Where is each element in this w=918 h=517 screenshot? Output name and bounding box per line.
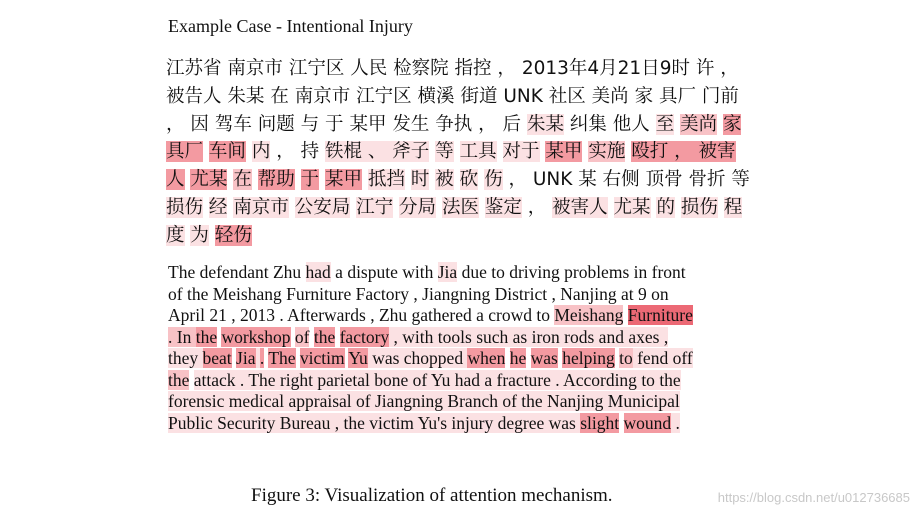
zh-token: UNK	[503, 85, 543, 107]
en-token: fend off	[632, 348, 693, 368]
zh-token: 江宁	[356, 196, 394, 218]
en-token: a dispute with	[330, 262, 438, 282]
zh-token: 、	[362, 141, 393, 163]
zh-token: 对于	[502, 141, 540, 163]
en-token: as	[508, 326, 532, 347]
zh-token: 江苏省	[166, 58, 222, 79]
zh-token: 后	[502, 113, 522, 135]
en-line	[168, 391, 758, 413]
zh-token: ，	[714, 58, 739, 79]
en-token: the	[654, 369, 681, 390]
en-token: he	[509, 348, 527, 368]
zh-token: 争执	[435, 113, 473, 135]
en-token: Public Security Bureau , the victim Yu's injury degree was	[168, 412, 581, 433]
zh-token: 斧子	[392, 141, 430, 163]
zh-token: 朱某	[227, 85, 265, 107]
en-token: . In	[168, 326, 196, 347]
en-token: Jia	[236, 348, 256, 368]
zh-token: 美尚	[680, 113, 718, 135]
en-token: the	[195, 326, 218, 347]
en-token: . The right parietal bone of Yu had a fracture . According	[235, 369, 642, 390]
en-token: due to driving problems in front	[457, 262, 686, 282]
zh-token: 损伤	[680, 196, 718, 218]
zh-token: 某甲	[349, 113, 387, 135]
zh-token	[479, 197, 485, 218]
zh-token: 程	[723, 196, 743, 218]
zh-token: ，	[491, 58, 522, 79]
en-token: Furniture	[627, 305, 693, 325]
zh-token	[718, 197, 724, 218]
zh-token: 抵挡	[367, 169, 405, 191]
en-line	[168, 284, 758, 306]
en-token: and	[594, 326, 629, 347]
en-token: factory	[339, 326, 390, 347]
zh-token: 时	[410, 169, 430, 191]
zh-token: 顶骨	[645, 169, 683, 191]
zh-token: 被	[435, 169, 454, 191]
en-token: axes	[628, 326, 660, 347]
en-token: Jia	[437, 262, 458, 282]
zh-token: 驾车	[214, 113, 252, 135]
zh-token: 具厂	[658, 85, 696, 107]
zh-token: 殴打	[631, 141, 669, 163]
zh-token: 持	[300, 141, 320, 163]
zh-token: 南京市	[233, 196, 289, 218]
zh-token: 帮助	[257, 169, 295, 191]
en-token	[335, 327, 339, 347]
figure-caption: Figure 3: Visualization of attention mechanism.	[251, 485, 613, 506]
en-token: to	[641, 369, 655, 390]
zh-token: 工具	[459, 141, 497, 163]
zh-token: 南京市	[227, 58, 283, 79]
zh-token	[252, 169, 258, 190]
en-line	[168, 348, 758, 370]
zh-token: 江宁区	[288, 58, 345, 79]
zh-token: 问题	[257, 113, 295, 135]
en-token: was	[530, 348, 558, 368]
en-token: the Nanjing Municipal	[516, 391, 680, 411]
zh-token	[675, 197, 681, 218]
zh-token: 许	[695, 58, 715, 79]
zh-token: 尤某	[613, 196, 651, 218]
zh-token: ，	[472, 113, 503, 135]
en-token: , with tools	[389, 326, 477, 347]
zh-line	[166, 195, 756, 221]
zh-token: 朱某	[526, 113, 564, 135]
en-line	[168, 370, 758, 392]
english-attention-text	[168, 262, 758, 434]
en-token: such	[476, 326, 509, 347]
zh-token	[608, 197, 614, 218]
case-title: Example Case - Intentional Injury	[168, 16, 413, 36]
en-token: the	[168, 369, 190, 390]
zh-token: 与	[300, 113, 320, 135]
zh-token: ，	[502, 169, 533, 191]
en-token: workshop	[221, 326, 291, 347]
zh-token: 车间	[208, 141, 246, 163]
zh-token: 纠集	[569, 113, 607, 135]
en-token: had	[305, 262, 331, 282]
zh-token: 经	[208, 196, 228, 218]
zh-line	[166, 167, 756, 193]
zh-token: ，	[270, 141, 301, 163]
en-token: The defendant Zhu	[168, 262, 306, 282]
zh-token: 南京市	[294, 85, 351, 107]
zh-line	[166, 112, 756, 138]
zh-token: 被告人	[166, 85, 222, 107]
zh-token: 某甲	[325, 169, 363, 191]
zh-token	[650, 114, 656, 135]
chinese-attention-text	[166, 56, 756, 251]
zh-token	[295, 169, 301, 190]
zh-token: 在	[270, 85, 289, 107]
en-token	[526, 348, 530, 368]
zh-token: 他人	[612, 113, 650, 135]
zh-token: 被害	[698, 141, 736, 163]
zh-token: 于	[325, 113, 344, 135]
zh-token: 某	[578, 169, 597, 191]
zh-token	[405, 169, 411, 190]
en-token: victim	[299, 348, 345, 368]
zh-token: 砍	[459, 169, 479, 191]
zh-token: 江宁区	[356, 85, 412, 107]
zh-token: 具厂	[166, 141, 204, 163]
zh-token	[209, 225, 215, 246]
en-token: of	[294, 326, 310, 347]
zh-line	[166, 223, 756, 249]
zh-token: 社区	[548, 85, 586, 107]
zh-token: 内	[251, 141, 271, 163]
zh-token: 美尚	[591, 85, 629, 107]
zh-token: 至	[655, 113, 675, 135]
zh-token	[454, 169, 460, 190]
en-token: .	[671, 412, 680, 433]
en-line	[168, 262, 758, 284]
en-token: Meishang	[554, 305, 624, 325]
en-token: helping	[562, 348, 615, 368]
zh-token: 家	[722, 113, 742, 135]
en-token: the	[313, 326, 336, 347]
zh-token: 家	[634, 85, 654, 107]
zh-line	[166, 56, 756, 82]
en-token: Yu	[348, 348, 368, 368]
zh-token: 鉴定	[484, 196, 522, 218]
zh-token: UNK	[532, 169, 573, 191]
en-token: .	[259, 348, 265, 368]
zh-token: 2013年4月21日9时	[521, 58, 690, 79]
zh-token: 检察院	[393, 58, 449, 79]
zh-token: 因	[190, 113, 209, 135]
zh-token: 指控	[454, 58, 492, 79]
zh-token: 人	[166, 169, 185, 191]
zh-token: 等	[731, 169, 750, 191]
zh-token: 于	[300, 169, 320, 191]
zh-token: ，	[668, 141, 699, 163]
zh-token: 损伤	[166, 196, 204, 218]
zh-token: 门前	[701, 85, 739, 107]
en-token: they	[168, 348, 203, 368]
zh-line	[166, 139, 756, 165]
en-token: of	[502, 391, 517, 411]
zh-token: ，	[521, 196, 553, 218]
zh-token: 某甲	[545, 141, 583, 163]
en-token: forensic medical appraisal	[168, 391, 357, 411]
en-token: to	[619, 348, 633, 368]
en-token	[619, 413, 623, 433]
zh-token: 分局	[399, 196, 437, 218]
en-token: slight	[580, 412, 620, 433]
en-token: beat	[202, 348, 232, 368]
zh-token: 公安局	[294, 196, 351, 218]
zh-token: 发生	[392, 113, 430, 135]
en-line	[168, 305, 758, 327]
zh-token	[454, 141, 460, 162]
zh-token: 横溪	[417, 85, 455, 107]
zh-token: 法医	[441, 196, 479, 218]
zh-token: ，	[166, 113, 185, 135]
en-token: Jiangning Branch	[370, 391, 503, 411]
zh-token: 在	[233, 169, 252, 191]
zh-token: 铁棍	[325, 141, 363, 163]
zh-token: 被害人	[552, 196, 608, 218]
zh-token: 骨折	[688, 169, 726, 191]
en-token: of	[356, 391, 371, 411]
en-token: attack	[193, 369, 236, 390]
en-token: of the Meishang Furniture Factory , Jiangning District , Nanjing at 9 on	[168, 283, 669, 304]
en-token: April 21 , 2013 . Afterwards , Zhu gathered a crowd to	[168, 305, 555, 325]
zh-line	[166, 84, 756, 110]
zh-token: 轻伤	[214, 224, 252, 246]
en-token: was chopped	[367, 348, 468, 368]
zh-token: 人民	[350, 58, 388, 79]
watermark: https://blog.csdn.net/u012736685	[717, 490, 910, 505]
en-line	[168, 413, 758, 435]
zh-token: 尤某	[190, 169, 228, 191]
zh-token	[497, 141, 503, 162]
zh-token: 街道	[460, 85, 498, 107]
zh-token: 等	[435, 141, 454, 163]
en-token: wound	[623, 412, 672, 433]
en-token: iron rods	[531, 326, 595, 347]
zh-token: 为	[190, 224, 209, 246]
en-token: The	[268, 348, 296, 368]
zh-token: 度	[166, 224, 185, 246]
en-token: when	[467, 348, 506, 368]
zh-token: 右侧	[602, 169, 640, 191]
zh-token: 实施	[588, 141, 626, 163]
zh-token: 伤	[484, 169, 503, 191]
en-token: ,	[659, 326, 669, 347]
zh-token	[289, 197, 295, 218]
zh-token	[246, 141, 252, 162]
zh-token: 的	[656, 196, 675, 218]
en-line	[168, 327, 758, 349]
